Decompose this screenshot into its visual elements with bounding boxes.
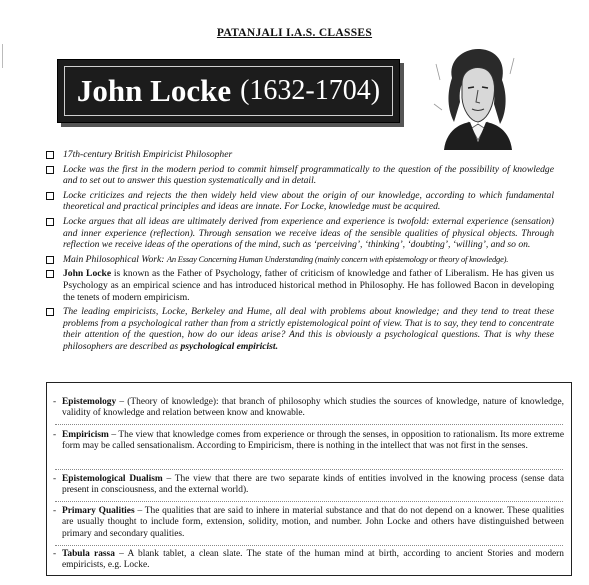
square-bullet-icon [46,256,54,264]
definition-text: – (Theory of knowledge): that branch of philosophy which studies the sources of knowledge, nature of knowledge, validity of knowledge and relation between know and knowable. [62,397,564,419]
list-item [46,216,554,251]
bullet-text: 17th-century British Empiricist Philosopher [63,149,233,160]
bullet-emphasis: psychological empiricist. [180,340,278,352]
definition-item [53,430,565,453]
banner-dates: (1632-1704) [240,75,381,106]
dash-bullet: - [53,430,57,440]
title-banner [57,59,400,123]
bullet-text: Locke argues that all ideas are ultimately derived from experience and experience is twofold: external experience (sensation) and inner experience (reflection). Through sensation we receive ideas of the sensible qualities of physical objects. Through reflection we receive ideas of the operations of the mind, such as ‘perceiving’, ‘thinking’, ‘doubting’, ‘willing’, and so on. [63,215,554,251]
divider [55,501,563,502]
main-work-text: An Essay Concerning Human Understanding (mainly concern with epistemology or theory of knowledge). [166,253,509,264]
divider [55,469,563,470]
definition-item [53,506,565,540]
definition-text: – The view that there are two separate kinds of entities involved in the knowing process (sense data present in consciousness, and the external world). [62,474,564,496]
bullet-text: The leading empiricists, Locke, Berkeley and Hume, all deal with problems about knowledge; and they tend to treat these problems from a psychological rather than from a strictly epistemological point of view. That is to say, they tend to concentrate their attention of the question, how do our ideas arise? And this is obviously a psychological questions. That is why these philosophers are described as [63,306,554,352]
definition-term: Primary Qualities [62,506,135,516]
bullet-text: Locke was the first in the modern period to commit himself programmatically to the question of the possibility of knowledge and to set out to answer this question systematically and in detail. [63,163,554,187]
definition-text: – The view that knowledge comes from experience or through the senses, in opposition to rationalism. Its more extreme form may be called sensationalism. According to Empiricism, there is nothing in the intellect that was not first in the senses. [62,430,565,452]
list-item [46,254,554,266]
list-item [46,190,554,213]
definition-item [53,397,564,420]
square-bullet-icon [46,151,54,159]
list-item [46,306,554,352]
dash-bullet: - [53,506,57,516]
bullet-text: is known as the Father of Psychology, father of criticism of knowledge and father of Liberalism. He has given us Psychology as an empirical science and has introduced historical method in Philosophy. He has followed Bacon in developing the tenets of modern empiricism. [63,268,554,303]
definition-text: – A blank tablet, a clean slate. The state of the human mind at birth, according to ancient Stories and modern empiricists, e.g. Locke. [62,549,564,571]
definitions-box [46,382,572,576]
title-banner-inner [64,66,393,116]
bullet-lead: John Locke [63,268,112,280]
divider [55,424,563,425]
square-bullet-icon [46,218,54,226]
square-bullet-icon [46,270,54,278]
dash-bullet: - [53,397,57,407]
definition-item [53,549,564,572]
list-item [46,164,554,187]
definition-term: Epistemological Dualism [62,474,163,484]
definition-item [53,474,564,497]
banner-name: John Locke [76,73,232,108]
definition-term: Empiricism [62,430,109,440]
list-item [46,268,554,303]
square-bullet-icon [46,166,54,174]
definition-term: Tabula rassa [62,549,115,559]
square-bullet-icon [46,308,54,316]
definition-text: – The qualities that are said to inhere in material substance and that do not depend on a knower. These qualities are usually thought to include form, extension, solidity, motion, and number. John Locke and others have distinguished between primary and secondary qualities. [62,506,565,539]
portrait-image [430,44,522,150]
list-item [46,149,554,161]
dash-bullet: - [53,549,57,559]
page-header-title: PATANJALI I.A.S. CLASSES [216,27,373,39]
main-work-label: Main Philosophical Work: [63,253,165,265]
bullet-text: Locke criticizes and rejects the then widely held view about the origin of our knowledge, according to which fundamental theoretical and practical principles and ideas are innate. For Locke, knowledge must be acquired. [63,189,554,213]
divider [55,545,563,546]
square-bullet-icon [46,192,54,200]
definition-term: Epistemology [62,397,117,407]
scan-edge-mark [2,44,9,68]
bullet-list [46,149,554,356]
dash-bullet: - [53,474,57,484]
